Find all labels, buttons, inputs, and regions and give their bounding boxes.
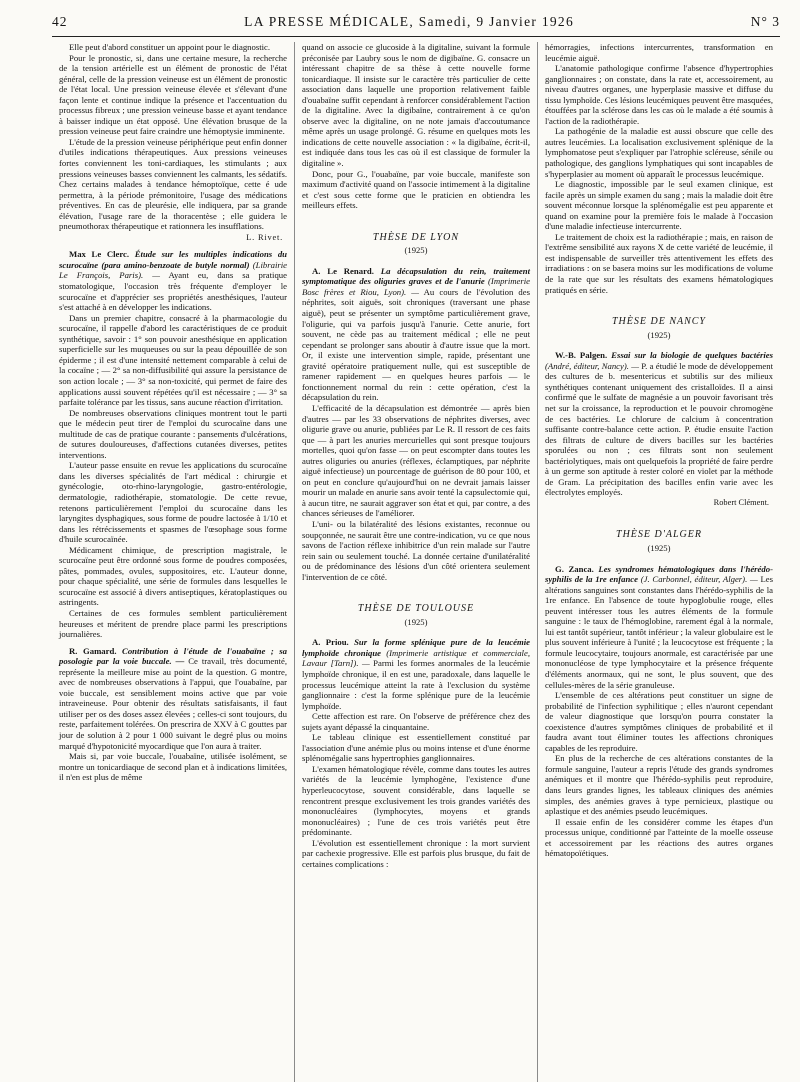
columns	[52, 42, 780, 1082]
header-rule	[52, 36, 780, 37]
review-entry	[59, 249, 287, 312]
paragraph: En plus de la recherche de ces altérations constantes de la formule sanguine, l'auteur a repris l'étude des grands syndromes anémiques et il montre que l'hérédo-syphilis peut reproduire, dans leurs grandes lignes, les tableaux cliniques des anémies simples, des anémies graves à type pernicieux, plastique ou aplastique et des anémies pseudo leucémiques.	[545, 753, 773, 817]
paragraph: De nombreuses observations cliniques montrent tout le parti que le médecin peut tirer de l'emploi du scurocaïne dans une multitude de cas de pratique courante : pansements d'ulcérations, de sutures douloureuses, d'affections cutanées diverses, petites interventions.	[59, 407, 287, 460]
review-text: Ce travail, très documenté, représente la meilleure mise au point de la question. G montre, avec de nombreuses observations à l'appui, que l'ouabaïne, par voie buccale, est sensiblement moins active que par voie intraveineuse. Pour obtenir des résultats satisfaisants, il faut utiliser per os des doses assez élevées ; celles-ci sont toujours, du reste, parfaitement tolérées. On prescrira de XXV à C gouttes par jour de solution à 2 pour 1 000 suivant le degré plus ou moins marqué d'hypotonicité myocardique que l'on aura à traiter.	[59, 656, 287, 751]
review-publisher: (Librairie Le François, Paris). —	[59, 259, 288, 281]
issue-date: Samedi, 9 Janvier 1926	[418, 14, 575, 29]
review-text: Ayant eu, dans sa pratique stomatologique, l'occasion très fréquente d'employer le scurocaïne et d'apprécier ses propriétés anesthésiques, l'auteur s'est attaché à en développer les indications.	[59, 270, 287, 313]
review-entry	[59, 646, 287, 751]
column-3	[537, 42, 780, 1082]
paragraph: hémorragies, infections intercurrentes, transformation en leucémie aiguë.	[545, 42, 773, 63]
review-author: A. Le Renard.	[312, 265, 374, 276]
column-1	[52, 42, 294, 1082]
section-year: (1925)	[647, 542, 671, 553]
journal-title: LA PRESSE MÉDICALE,	[244, 14, 415, 29]
page-number: 42	[52, 14, 68, 29]
paragraph: Le tableau clinique est essentiellement constitué par l'association d'une anémie plus ou moins intense et d'une énorme splénomégalie sans hypertrophies ganglionnaires.	[302, 732, 530, 764]
paragraph: Le traitement de choix est la radiothérapie ; mais, en raison de l'extrême sensibilité aux rayons X de cette variété de leucémie, il est indispensable de surveiller très attentivement les effets des irradiations : on se basera moins sur les modifications de volume de la rate que sur les résultats des examens hématologiques pratiqués en série.	[545, 231, 773, 295]
review-publisher: (Imprimerie Bosc frères et Riou, Lyon). —	[302, 276, 531, 297]
review-author: W.-B. Palgen.	[555, 350, 608, 361]
review-title: Les syndromes hématologiques dans l'hérédo-syphilis de la 1re enfance	[545, 563, 773, 585]
review-author: G. Zanca.	[555, 563, 594, 574]
paragraph: Donc, pour G., l'ouabaïne, par voie buccale, manifeste son maximum d'activité quand on l'associe intimement à la digitaline et c'est sous cette forme que le praticien en obtiendra les meilleurs effets.	[302, 168, 530, 211]
paragraph: La pathogénie de la maladie est aussi obscure que celle des autres leucémies. La localisation exclusivement splénique de la lymphomatose peut s'expliquer par l'atrophie scléreuse, sénile ou pathologique, des ganglions lymphatiques qui sont incapables de s'hyperplasier au moment où apparaît le processus leucémique.	[545, 126, 773, 179]
paragraph: Médicament chimique, de prescription magistrale, le scurocaïne peut être ordonné sous forme de poudres composées, pâtes, pommades, ovules, suppositoires, etc. L'auteur donne, pour chaque spécialité, une série de formules dans lesquelles le scurocaïne est associé à divers antiseptiques, kératoplastiques ou astringents.	[59, 544, 287, 608]
paragraph: Dans un premier chapitre, consacré à la pharmacologie du scurocaïne, il rappelle d'abord les caractéristiques de ce produit synthétique, savoir : 1° son pouvoir anesthésique en application superficielle sur les muqueuses ou sur la peau dépouillée de son épiderme ; il est d'une intensité nettement comparable à celui de la cocaïne ; — 2° sa non-diffusibilité qui assure la persistance de son action locale ; — 3° sa non-toxicité, qui permet de faire des applications aussi souvent répétées qu'il est nécessaire ; — 3° sa parfaite tolérance par les tissus, sans aucune réaction d'irritation.	[59, 312, 287, 408]
paragraph: Cette affection est rare. On l'observe de préférence chez des sujets ayant dépassé la cinquantaine.	[302, 711, 530, 732]
review-author: A. Priou.	[312, 637, 349, 648]
paragraph: Certaines de ces formules semblent particulièrement heureuses et méritent de prendre place parmi les prescriptions journalières.	[59, 607, 287, 640]
masthead	[52, 14, 780, 34]
issue-number: N° 3	[750, 14, 780, 29]
review-title: Contribution à l'étude de l'ouabaïne ; sa posologie par la voie buccale. —	[59, 645, 287, 667]
paragraph: Pour le pronostic, si, dans une certaine mesure, la recherche de la tension artérielle est un élément de pronostic de l'état général, celle de la pression veineuse est un élément de pronostic de l'état local. Une pression veineuse élevée et s'élevant d'une façon lente et continue indique la présence et l'accentuation du processus fibreux ; une pression veineuse basse et ayant tendance à baisser indique un état opposé. Une élévation brusque de la pression veineuse peut faire craindre une hémoptysie imminente.	[59, 52, 287, 137]
paragraph: L'étude de la pression veineuse périphérique peut enfin donner d'utiles indications thérapeutiques. Aux pressions veineuses fortes conviennent les toni-cardiaques, les stimulants ; aux pressions veineuses basses conviennent les calmants, les sédatifs. Chez certains malades à tendance hémoptoïque, cette é ude permettra, à la période prémonitoire, l'usage des médications préventives. En cas de pleurésie, elle indiquera, par sa grande élévation, l'usage rare de la thoracentèse ; elle guidera le pneumothorax thérapeutique et rationnera les insufflations.	[59, 136, 287, 232]
paragraph: Mais si, par voie buccale, l'ouabaïne, utilisée isolément, se montre un tonicardiaque de second plan et à indications limitées, il n'en est plus de même	[59, 751, 287, 783]
paragraph: L'ensemble de ces altérations peut constituer un signe de probabilité de l'infection syphilitique ; elles n'auront cependant de valeur diagnostique que lorsqu'on pourra constater la coexistence d'autres symptômes cliniques de probabilité et il faudra avant tout éliminer toutes les affections chroniques capables de les reproduire.	[545, 690, 773, 753]
review-title: Sur la forme splénique pure de la leucémie lymphoïde chronique	[302, 637, 531, 658]
review-entry	[302, 266, 530, 403]
paragraph: Elle peut d'abord constituer un appoint pour le diagnostic.	[69, 42, 271, 52]
signature: Robert Clément.	[713, 497, 769, 507]
review-publisher: (J. Carbonnel, éditeur, Alger). —	[640, 574, 758, 585]
paragraph: L'anatomie pathologique confirme l'absence d'hypertrophies ganglionnaires ; on constate, dans la rate et, accessoirement, au niveau d'autres organes, une hyperplasie massive et diffuse du tissu lymphoïde. Ces lésions leucémiques peuvent être masquées, étouffées par la sclérose dans les cas où le malade a été soumis à l'action de la radiothérapie.	[545, 63, 773, 126]
review-text: Au cours de l'évolution des néphrites, soit aiguës, soit chroniques (traversant une phase aiguë), peut se présenter un symptôme particulièrement grave, l'oligurie, qui va parfois jusqu'à l'anurie. Cette anurie, fort souvent, ne cède pas au traitement médical ; elle ne peut cependant se prolonger sans aboutir à d'autre issue que la mort. Or, il existe une intervention simple, rapide, présentant une gravité opératoire pratiquement nulle, qui est susceptible de ramener rapidement — en quelques heures parfois — le fonctionnement normal du rein : cette opération, c'est la décapsulation du rein.	[302, 286, 530, 403]
review-author: Max Le Clerc.	[69, 249, 130, 260]
paragraph: L'uni- ou la bilatéralité des lésions existantes, reconnue ou soupçonnée, ne saurait être une contre-indication, vu ce que nous savons de l'action réflexe inhibitrice d'un rein malade sur l'autre rein sain ou seulement touché. La donnée certaine d'unilatéralité ou de prédominance des lésions d'un côté orientera seulement l'intervention de ce côté.	[302, 518, 530, 582]
section-year: (1925)	[404, 616, 428, 627]
review-entry	[545, 564, 773, 691]
review-text: P. a étudié le mode de développement des cultures de b. mesentericus et subtilis sur des milieux synthétiques contenant uniquement des cristalloïdes. Il a ainsi confirmé que le sulfate de magnésie a un pouvoir favorisant très net sur la croissance, la reproduction et le pouvoir chromogène de ces bactéries. Le chlorure de calcium à concentration suffisante contre-balance cette action. P. étudie ensuite l'action des filtrats de culture de divers bacilles sur les bactéries sporulées ou non ; ces filtrats sont non seulement bactériolytiques, mais ont quelquefois la propriété de faire perdre à un germe son aptitude à rester coloré en violet par la méthode de Gram. La précipitation des bacilles enfin varie avec les électrolytes employés.	[545, 360, 773, 498]
paragraph: Il essaie enfin de les considérer comme les étapes d'un processus unique, conditionné par l'atteinte de la moelle osseuse et accessoirement par les réactions des autres organes hématopoïétiques.	[545, 816, 773, 859]
journal-header	[244, 14, 574, 30]
review-title: La décapsulation du rein, traitement symptomatique des oliguries graves et de l'anurie	[302, 265, 530, 287]
paragraph: L'évolution est essentiellement chronique : la mort survient par cachexie progressive. Elle est parfois plus brusque, du fait de certaines complications :	[302, 837, 530, 869]
signature: L. Rivet.	[246, 232, 283, 242]
section-heading-nancy: THÈSE DE NANCY	[611, 316, 706, 328]
section-heading-lyon: THÈSE DE LYON	[372, 231, 460, 243]
review-text: Les altérations sanguines sont constantes dans l'hérédo-syphilis de la 1re enfance. En l'absence de toute hypoglobulie rouge, elles peuvent intéresser tous les autres éléments de la formule sanguine : le taux de l'hémoglobine, rarement égal à la normale, lui est tantôt supérieur, tantôt inférieur ; la valeur globulaire est le plus souvent inférieure à l'unité ; la leucocytose est fréquente ; la formule leucocytaire, toujours anormale, est caractérisée par une mononucléose de type lymphocytaire et la présence fréquente d'éléments anormaux, qui ne sont, le plus souvent, que des cellules-mères de la série granuleuse.	[545, 574, 774, 690]
paragraph: quand on associe ce glucoside à la digitaline, suivant la formule préconisée par Laubry sous le nom de digibaïne. G. consacre un intéressant chapitre de sa thèse à cette nouvelle forme tonicardiaque. Il insiste sur le caractère très particulier de cette association dans laquelle une proportion relativement faible d'ouabaïne suffit cependant à renforcer considérablement l'action de la digitaline. Avec la digibaïne, contrairement à ce qu'on observe avec la digitaline, on ne note jamais d'accoutumance même après un usage prolongé. G. résume en quelques mots les indications de cette nouvelle association : « la digibaïne, écrit-il, est indiquée dans tous les cas où il est classique de formuler la digitaline ».	[302, 42, 530, 169]
section-heading-toulouse: THÈSE DE TOULOUSE	[357, 603, 475, 615]
review-subtitle: (para amino-benzoate de butyle normal)	[101, 259, 250, 270]
section-heading-alger: THÈSE D'ALGER	[616, 529, 702, 541]
review-publisher: (Imprimerie artistique et commerciale, Lavaur [Tarn]). —	[302, 647, 530, 669]
section-year: (1925)	[647, 329, 671, 340]
paragraph: L'examen hématologique révèle, comme dans toutes les autres variétés de la leucémie lymphogène, l'existence d'une hyperleucocytose, souvent considérable, dans laquelle se rencontrent presque exclusivement les trois grandes variétés des mononucléaires (lymphocytes, moyens et grands mononucléaires) ; l'une de ces trois variétés peut être prédominante.	[302, 763, 530, 838]
review-author: R. Gamard.	[69, 645, 117, 656]
review-entry	[302, 637, 530, 711]
review-text: Parmi les formes anormales de la leucémie lymphoïde chronique, il en est une, paradoxale, dans laquelle le processus leucémique atteint la rate à l'exclusion du système ganglionnaire : c'est la forme splénique pure de la leucémie lymphoïde.	[302, 658, 530, 711]
section-year: (1925)	[404, 245, 428, 256]
review-title: Essai sur la biologie de quelques bactéries	[611, 350, 774, 361]
review-title: Étude sur les multiples indications du scurocaïne	[59, 249, 287, 270]
review-entry	[545, 350, 773, 498]
column-2	[294, 42, 537, 1082]
paragraph: L'efficacité de la décapsulation est démontrée — après bien d'autres — par les 33 observations de néphrites diverses, avec oligurie grave ou anurie, publiées par Le R. Il ressort de ces faits que — à part les anuries mercurielles qui sont presque toujours mortelles, quoi qu'on fasse — on peut escompter dans toutes les autres oliguries ou anuries (réflexes, éclamptiques, par néphrite aiguë infectieuse) un pourcentage de guérison de 80 pour 100, et on peut en conclure qu'aujourd'hui on ne devrait jamais laisser mourir un malade en anurie sans avoir tenté la capsulectomie qui, à aucun titre, ne saurait aggraver son état et qui, par contre, a des chances sérieuses de l'améliorer.	[302, 402, 530, 519]
paragraph: Le diagnostic, impossible par le seul examen clinique, est facile après un simple examen du sang ; mais la maladie doit être souvent méconnue lorsque la splénomégalie est peu apparente et quand on examine pour la première fois le malade à l'occasion d'une maladie infectieuse intercurrente.	[545, 179, 773, 232]
paragraph: L'auteur passe ensuite en revue les applications du scurocaïne dans les diverses spécialités de l'art médical : chirurgie et gynécologie, oto-rhino-laryngologie, gastro-entérologie, dermatologie, radiothérapie, stomatologie. De cette revue, retenons particulièrement l'emploi du scurocaïne dans les laryngites dysphagiques, sous forme de poudre lactosée à 1/10 et dans les rétrécissements et spasmes de l'œsophage sous forme d'huile scurocaïnée.	[59, 460, 287, 545]
review-publisher: (André, éditeur, Nancy). —	[545, 360, 639, 371]
